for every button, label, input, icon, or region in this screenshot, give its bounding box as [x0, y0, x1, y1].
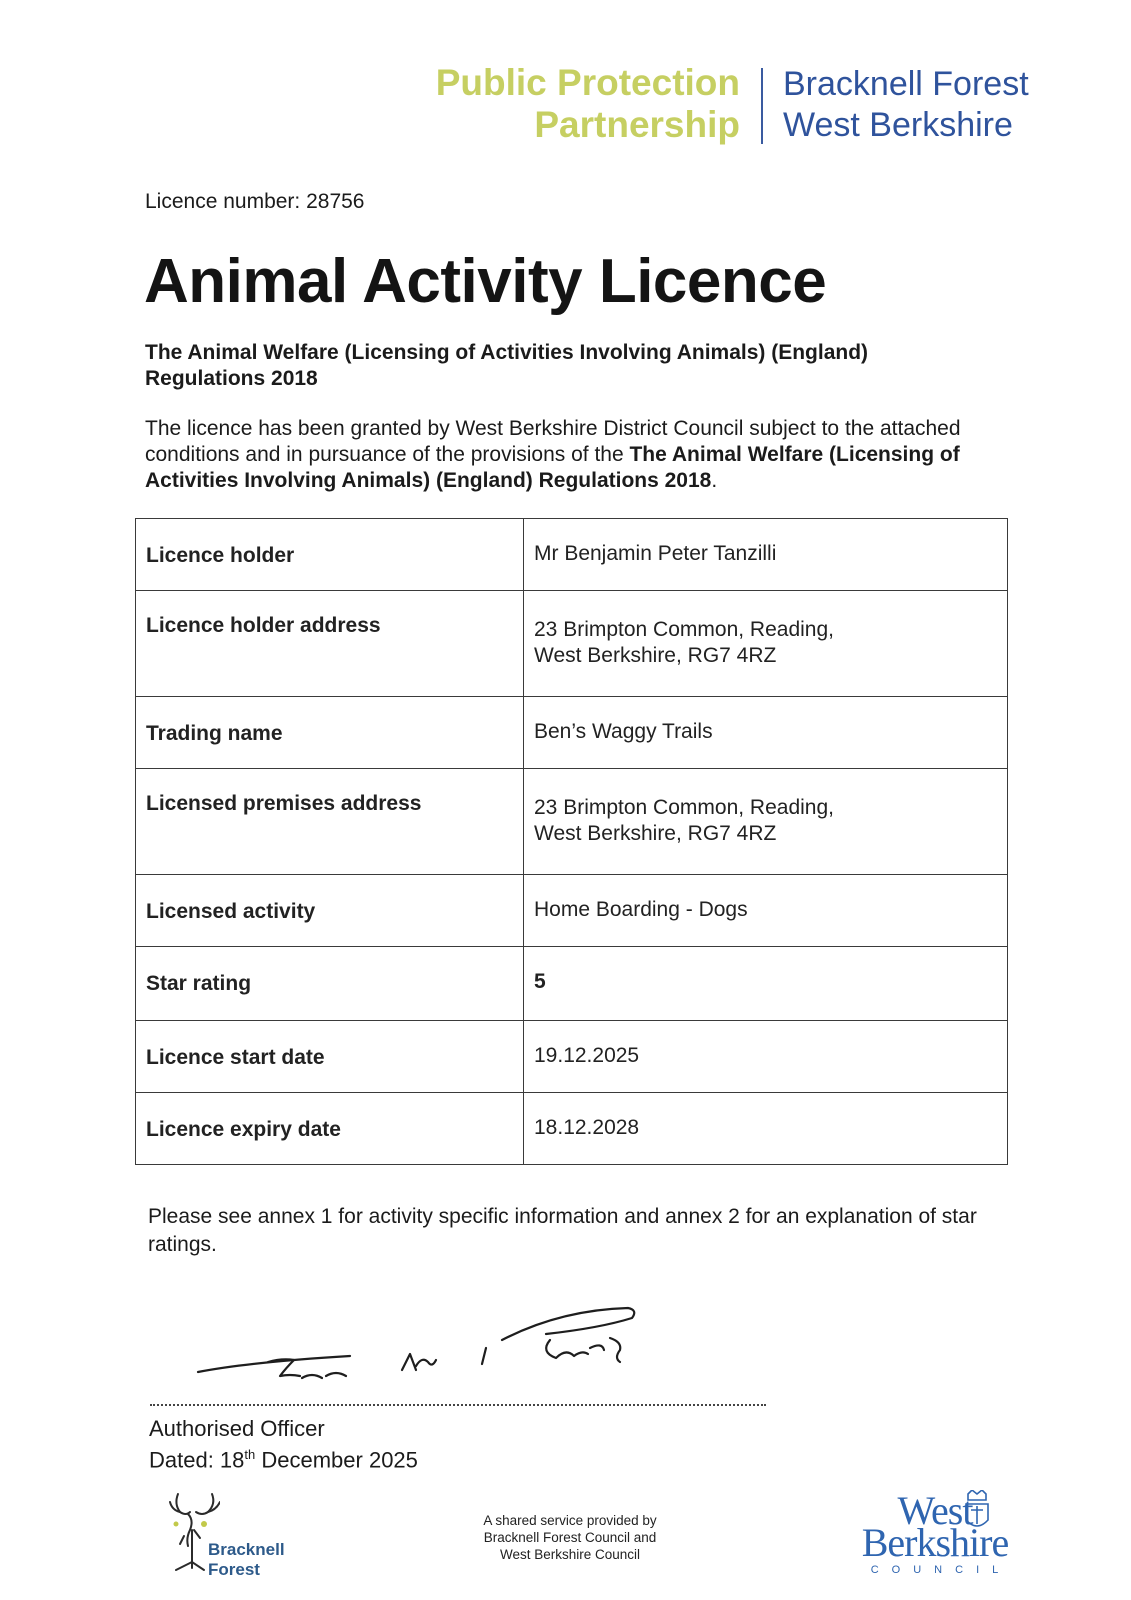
table-row [136, 697, 1008, 769]
signature-line [150, 1404, 766, 1406]
intro-text: The licence has been granted by West Berkshire District Council subject to the attached conditions and in pursuance of the provisions of the [145, 417, 961, 466]
row-label: Licence holder [136, 519, 524, 591]
ppp-line-1: Public Protection [435, 62, 740, 103]
star-rating-value: 5 [524, 947, 1008, 1021]
table-row [136, 769, 1008, 875]
licence-number: Licence number: 28756 [145, 190, 365, 213]
officer-signature [190, 1300, 670, 1400]
row-value: Home Boarding - Dogs [524, 875, 1008, 947]
row-label: Licensed activity [136, 875, 524, 947]
west-berkshire-council-logo: West Berkshire COUNCIL [861, 1488, 1012, 1576]
council-crest-icon [960, 1490, 994, 1534]
row-value: 19.12.2025 [524, 1021, 1008, 1093]
row-label: Licensed premises address [136, 769, 524, 875]
row-value: 18.12.2028 [524, 1093, 1008, 1165]
table-row [136, 591, 1008, 697]
row-value: 23 Brimpton Common, Reading, West Berkshire, RG7 4RZ [524, 591, 1008, 697]
row-label: Licence start date [136, 1021, 524, 1093]
officer-role: Authorised Officer [149, 1416, 325, 1441]
row-label: Trading name [136, 697, 524, 769]
table-row [136, 1093, 1008, 1165]
table-row [136, 519, 1008, 591]
council-names [783, 64, 1029, 146]
regulations-heading: The Animal Welfare (Licensing of Activities Involving Animals) (England) Regulations 2018 [145, 341, 869, 390]
table-row [136, 947, 1008, 1021]
row-label: Star rating [136, 947, 524, 1021]
row-label: Licence holder address [136, 591, 524, 697]
dated-line: Dated: 18th December 2025 [149, 1447, 418, 1473]
bracknell-forest-name: Bracknell Forest [208, 1540, 285, 1579]
intro-regulations-bold: The Animal Welfare (Licensing of Activities Involving Animals) (England) Regulations 2018 [145, 443, 960, 492]
intro-paragraph [145, 416, 995, 494]
council-line-1: Bracknell Forest [783, 65, 1029, 103]
annex-note: Please see annex 1 for activity specific information and annex 2 for an explanation of star ratings. [148, 1205, 977, 1256]
officer-block [149, 1416, 418, 1473]
page-title: Animal Activity Licence [144, 247, 827, 316]
intro-end: . [711, 469, 718, 492]
council-line-2: West Berkshire [783, 106, 1013, 144]
table-row [136, 1021, 1008, 1093]
header-divider [761, 68, 763, 144]
licence-details-table [135, 518, 1008, 1165]
shared-service-note: A shared service provided by Bracknell Forest Council and West Berkshire Council [483, 1513, 657, 1562]
table-row [136, 875, 1008, 947]
ppp-logo-text [330, 62, 740, 146]
row-value: 23 Brimpton Common, Reading, West Berkshire, RG7 4RZ [524, 769, 1008, 875]
row-value: Ben’s Waggy Trails [524, 697, 1008, 769]
ppp-line-2: Partnership [534, 104, 740, 145]
row-label: Licence expiry date [136, 1093, 524, 1165]
row-value: Mr Benjamin Peter Tanzilli [524, 519, 1008, 591]
